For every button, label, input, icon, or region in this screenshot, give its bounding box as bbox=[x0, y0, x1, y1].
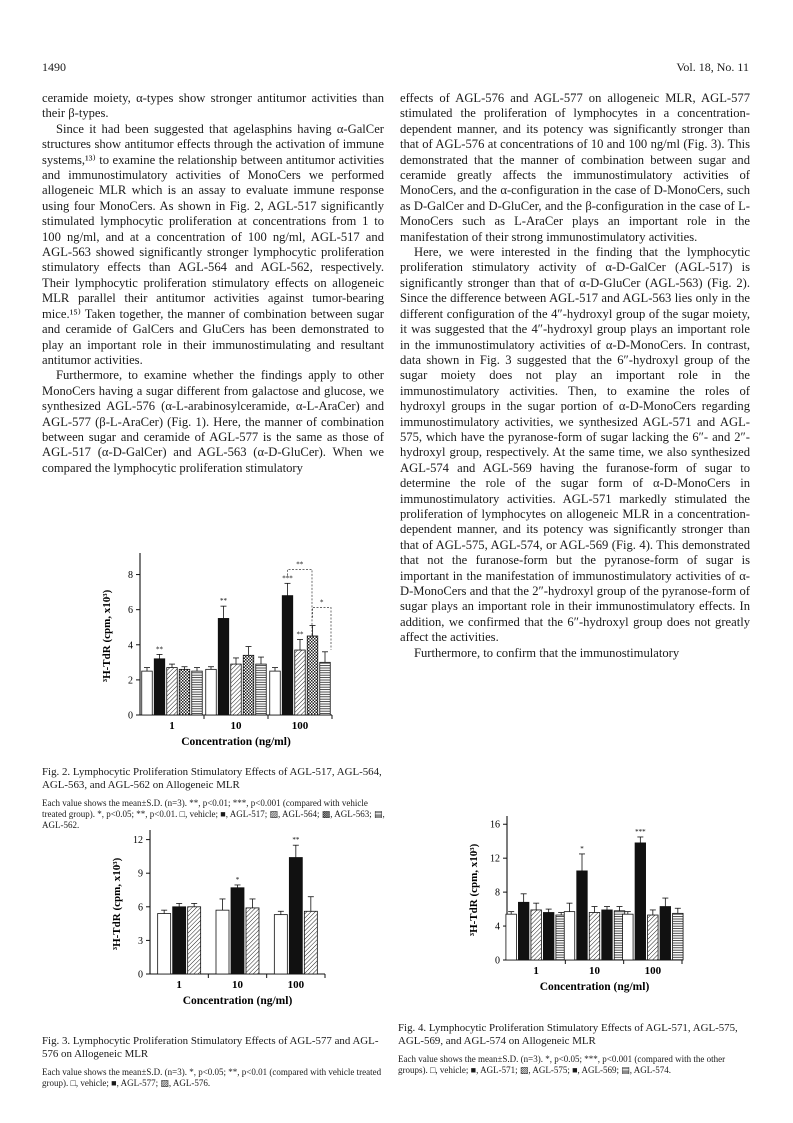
bar bbox=[192, 671, 203, 715]
y-tick-label: 9 bbox=[138, 868, 143, 880]
bar bbox=[577, 871, 588, 960]
y-tick-label: 6 bbox=[128, 605, 133, 617]
bar bbox=[270, 671, 281, 715]
y-tick-label: 12 bbox=[133, 835, 143, 847]
x-tick-label: 10 bbox=[589, 965, 600, 977]
bar bbox=[289, 858, 302, 974]
y-axis-label: ³H-TdR (cpm, x10³) bbox=[101, 589, 113, 683]
x-tick-label: 1 bbox=[533, 965, 539, 977]
bar bbox=[274, 915, 287, 974]
fig4-caption-note: Each value shows the mean±S.D. (n=3). *, p<0.05; ***, p<0.001 (compared with the other groups). □, vehicle; ■, AGL-571; ▨, AGL-575; ■, AGL-569; ▤, AGL-574. bbox=[398, 1054, 726, 1075]
bar bbox=[206, 669, 217, 715]
x-tick-label: 10 bbox=[230, 720, 242, 732]
y-tick-label: 4 bbox=[495, 921, 500, 933]
y-tick-label: 4 bbox=[128, 640, 133, 652]
bar bbox=[231, 888, 244, 974]
paragraph: ceramide moiety, α-types show stronger antitumor activities than their β-types. bbox=[42, 91, 384, 121]
y-tick-label: 3 bbox=[138, 935, 143, 947]
y-tick-label: 8 bbox=[128, 570, 133, 582]
bar bbox=[307, 636, 318, 715]
bar bbox=[154, 659, 165, 715]
fig2-caption-note: Each value shows the mean±S.D. (n=3). **, p<0.01; ***, p<0.001 (compared with vehicle treated group). *, p<0.05; **, p<0.01. □, vehicle; ■, AGL-517; ▨, AGL-564; ▩, AGL-563; ▤, AGL-562. bbox=[42, 798, 385, 830]
y-tick-label: 6 bbox=[138, 902, 143, 914]
page-number: 1490 bbox=[42, 60, 66, 74]
bar bbox=[246, 908, 259, 974]
bar bbox=[660, 907, 671, 960]
y-tick-label: 0 bbox=[128, 710, 133, 722]
significance-mark: ** bbox=[156, 645, 163, 654]
bar bbox=[282, 596, 293, 715]
significance-mark: *** bbox=[282, 574, 293, 583]
bar bbox=[648, 915, 659, 960]
fig4-caption-title: Fig. 4. Lymphocytic Proliferation Stimulatory Effects of AGL-571, AGL-575, AGL-569, and AGL-574 on Allogeneic MLR bbox=[398, 1022, 738, 1047]
y-axis-label: ³H-TdR (cpm, x10³) bbox=[468, 843, 480, 937]
y-axis-label: ³H-TdR (cpm, x10³) bbox=[111, 857, 123, 951]
bar bbox=[623, 914, 634, 960]
significance-mark: ** bbox=[296, 630, 304, 639]
x-axis-label: Concentration (ng/ml) bbox=[182, 995, 293, 1007]
bar bbox=[295, 650, 306, 715]
bar bbox=[635, 843, 646, 960]
paragraph: Since it had been suggested that agelasphins having α-GalCer structures show antitumor effects through the activation of immune systems,¹³⁾ to examine the relationship between antitumor activities and immunostimulatory activities of MonoCers we performed allogeneic MLR which is an assay to evaluate immune response using four MonoCers. As shown in Fig. 2, AGL-517 significantly stimulated lymphocytic proliferation at concentrations from 1 to 100 ng/ml, and at a concentration of 100 ng/ml, AGL-517 and AGL-563 showed significantly stronger lymphocytic proliferation stimulatory effects than AGL-564 and AGL-562, respectively. Their lymphocytic proliferation stimulatory effects on allogeneic MLR parallel their antitumor activities against tumor-bearing mice.¹⁵⁾ Taken together, the manner of combination between sugar and ceramide of GalCers and GluCers has been demonstrated to play an important role in their immunostimulating and resultant antitumor activities. bbox=[42, 121, 384, 367]
significance-mark: ** bbox=[220, 597, 227, 606]
fig3-chart bbox=[95, 822, 345, 1012]
bar bbox=[320, 662, 331, 715]
left-column bbox=[42, 91, 384, 476]
bar bbox=[173, 907, 186, 974]
significance-mark: * bbox=[580, 844, 584, 853]
x-tick-label: 100 bbox=[291, 720, 309, 732]
fig3-caption bbox=[42, 1035, 387, 1089]
x-tick-label: 100 bbox=[287, 979, 305, 991]
bar bbox=[142, 671, 153, 715]
fig4-chart bbox=[452, 808, 702, 998]
y-tick-label: 2 bbox=[128, 675, 133, 687]
fig3-caption-title: Fig. 3. Lymphocytic Proliferation Stimulatory Effects of AGL-577 and AGL-576 on Allogeneic MLR bbox=[42, 1035, 379, 1060]
paragraph: effects of AGL-576 and AGL-577 on allogeneic MLR, AGL-577 stimulated the proliferation of lymphocytes in a concentration-dependent manner, and its potency was significantly stronger than that of AGL-576 at concentrations of 10 and 100 ng/ml (Fig. 3). This demonstrated that the manner of combination between sugar and ceramide greatly affects the immunostimulatory activities of MonoCers, and the α-configuration in the case of D-MonoCers, such as D-GalCer and D-GluCer, and the β-configuration in the case of L-MonoCers such as L-AraCer plays an important role in the manifestation of their strong immunostimulatory activities. bbox=[400, 91, 750, 244]
y-tick-label: 16 bbox=[490, 819, 500, 831]
fig2-chart bbox=[80, 545, 350, 753]
y-tick-label: 0 bbox=[495, 955, 500, 967]
bar bbox=[216, 910, 229, 974]
bar bbox=[543, 912, 554, 960]
bar bbox=[243, 655, 254, 715]
bar bbox=[589, 912, 600, 960]
bracket-mark: * bbox=[320, 598, 324, 607]
y-tick-label: 0 bbox=[138, 969, 143, 981]
fig2-caption-title: Fig. 2. Lymphocytic Proliferation Stimulatory Effects of AGL-517, AGL-564, AGL-563, and AGL-562 on Allogeneic MLR bbox=[42, 766, 382, 791]
bar bbox=[602, 910, 613, 960]
paragraph: Furthermore, to confirm that the immunostimulatory bbox=[414, 645, 680, 660]
bar bbox=[256, 664, 267, 715]
bar bbox=[564, 912, 575, 960]
fig4-caption bbox=[398, 1022, 750, 1076]
bar bbox=[506, 914, 517, 960]
bar bbox=[179, 669, 190, 715]
x-axis-label: Concentration (ng/ml) bbox=[539, 981, 650, 993]
bar bbox=[518, 902, 529, 960]
significance-mark: * bbox=[235, 875, 240, 884]
significance-mark: *** bbox=[635, 827, 646, 836]
y-tick-label: 12 bbox=[490, 853, 500, 865]
x-tick-label: 1 bbox=[169, 720, 175, 732]
bar bbox=[531, 910, 542, 960]
fig3-caption-note: Each value shows the mean±S.D. (n=3). *, p<0.05; **, p<0.01 (compared with vehicle treated group). □, vehicle; ■, AGL-577; ▨, AGL-576. bbox=[42, 1067, 382, 1088]
bar bbox=[158, 914, 171, 974]
bar bbox=[167, 668, 178, 715]
paragraph: Furthermore, to examine whether the findings apply to other MonoCers having a sugar different from galactose and glucose, we synthesized AGL-576 (α-L-arabinosylceramide, α-L-AraCer) and AGL-577 (β-L-AraCer) (Fig. 1). Here, the manner of combination between sugar and ceramide of AGL-577 is the same as those of AGL-517 (α-D-GalCer) and AGL-563 (α-D-GluCer). When we compared the lymphocytic proliferation stimulatory bbox=[42, 368, 384, 475]
bar bbox=[304, 911, 317, 974]
paragraph: Here, we were interested in the finding that the lymphocytic proliferation stimulatory activity of α-D-GalCer (AGL-517) is significantly stronger than that of α-D-GluCer (AGL-563) (Fig. 2). Since the difference between AGL-517 and AGL-563 lies only in the different configuration of the 4″-hydroxyl group of the sugar moiety, it was suggested that the 4″-hydroxyl group plays an important role in the immunostimulatory activities of α-D-MonoCers. In contrast, data shown in Fig. 3 suggested that the 6″-hydroxyl group of the sugar moiety does not play an important role in the immunostimulatory activities. Then, to examine the roles of hydroxyl groups in the sugar portion of α-D-MonoCers regarding immunostimulatory activities, we synthesized AGL-571 and AGL-575, which have the pyranose-form of sugar lacking the 6″- and 2″-hydroxyl group, respectively. At the same time, we also synthesized AGL-574 and AGL-569 having the furanose-form of sugar to determine the role of the sugar form of α-D-MonoCers in immunostimulatory activities. AGL-571 markedly stimulated the proliferation of lymphocytes on allogeneic MLR in a concentration-dependent manner, and its potency was significantly stronger than that of AGL-575, AGL-574, or AGL-569 (Fig. 4). This demonstrated that not the furanose-form but the pyranose-form of sugar is important in the manifestation of immunostimulatory activities of α-D-MonoCers and that the 2″-hydroxyl group of the pyranose-form of sugar plays an important role in their immunostimulatory effects. In addition, we confirmed that the 6″-hydroxyl group does not greatly affect the activities. bbox=[400, 245, 750, 645]
bar bbox=[673, 913, 684, 960]
x-axis-label: Concentration (ng/ml) bbox=[181, 736, 291, 748]
journal-volume: Vol. 18, No. 11 bbox=[676, 60, 749, 74]
y-tick-label: 8 bbox=[495, 887, 500, 899]
bar bbox=[231, 664, 242, 715]
right-column bbox=[400, 91, 750, 661]
bar bbox=[188, 907, 201, 974]
x-tick-label: 1 bbox=[176, 979, 182, 991]
x-tick-label: 100 bbox=[644, 965, 662, 977]
x-tick-label: 10 bbox=[232, 979, 243, 991]
bar bbox=[218, 618, 229, 715]
significance-mark: ** bbox=[292, 836, 300, 845]
bracket-mark: ** bbox=[296, 560, 304, 569]
